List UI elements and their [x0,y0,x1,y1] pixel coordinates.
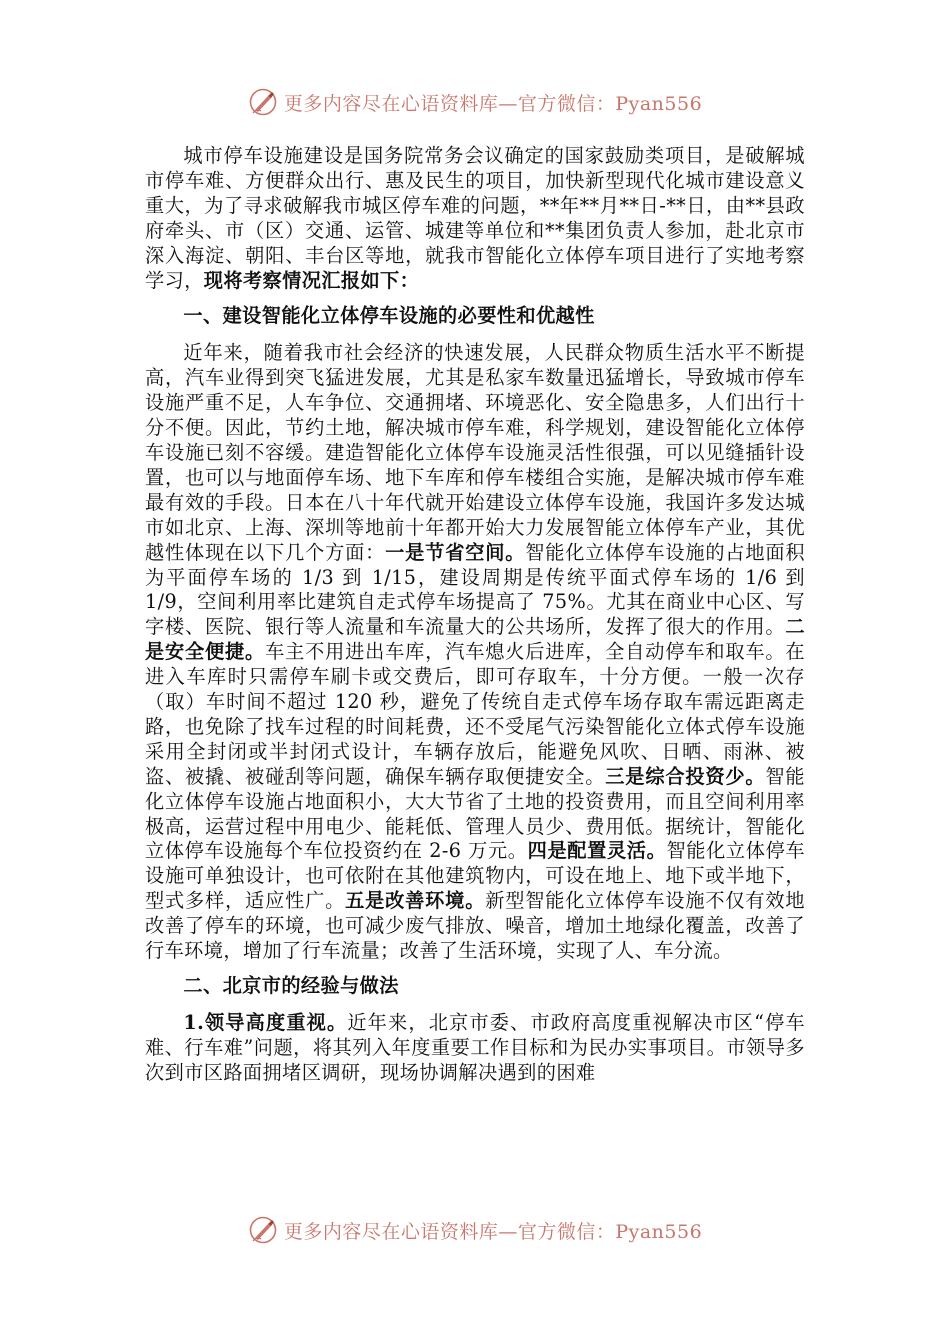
document-body [145,144,805,1086]
point-2-label: 二是安全便捷。 [145,615,805,664]
section1-paragraph: 近年来，随着我市社会经济的快速发展，人民群众物质生活水平不断提高，汽车业得到突飞猛进发展，尤其是私家车数量迅猛增长，导致城市停车设施严重不足，人车争位、交通拥堵、环境恶化、安全隐患多，人们出行十分不便。因此，节约土地，解决城市停车难，科学规划，建设智能化立体停车设施已刻不容缓。建造智能化立体停车设施灵活性很强，可以见缝插针设置，也可以与地面停车场、地下车库和停车楼组合实施，是解决城市停车难最有效的手段。日本在八十年代就开始建设立体停车设施，我国许多发达城市如北京、上海、深圳等地前十年都开始大力发展智能立体停车产业，其优越性体现在以下几个方面：一是节省空间。智能化立体停车设施的占地面积为平面停车场的 1/3 到 1/15，建设周期是传统平面式停车场的 1/6 到 1/9，空间利用率比建筑自走式停车场提高了 75%。尤其在商业中心区、写字楼、医院、银行等人流量和车流量大的公共场所，发挥了很大的作用。二是安全便捷。车主不用进出车库，汽车熄火后进库，全自动停车和取车。在进入车库时只需停车刷卡或交费后，即可存取车，十分方便。一般一次存（取）车时间不超过 120 秒，避免了传统自走式停车场存取车需远距离走路，也免除了找车过程的时间耗费，还不受尾气污染智能化立体式停车设施采用全封闭或半封闭式设计，车辆存放后，能避免风吹、日晒、雨淋、被盗、被撬、被碰刮等问题，确保车辆存取便捷安全。三是综合投资少。智能化立体停车设施占地面积小，大大节省了土地的投资费用，而且空间利用率极高，运营过程中用电少、能耗低、管理人员少、费用低。据统计，智能化立体停车设施每个车位投资约在 2-6 万元。四是配置灵活。智能化立体停车设施可单独设计，也可依附在其他建筑物内，可设在地上、地下或半地下，型式多样，适应性广。五是改善环境。新型智能化立体停车设施不仅有效地改善了停车的环境，也可减少废气排放、噪音，增加土地绿化覆盖，改善了行车环境，增加了行车流量；改善了生活环境，实现了人、车分流。 [145,341,806,963]
footer-watermark [0,1212,950,1248]
item-1-label: 1.领导高度重视。 [183,1010,348,1034]
section2-paragraph: 1.领导高度重视。近年来，北京市委、市政府高度重视解决市区“停车难、行车难”问题，将其列入年度重要工作目标和为民办实事项目。市领导多次到市区路面拥堵区调研，现场协调解决遇到的困难 [145,1010,805,1084]
point-3-label: 三是综合投资少。 [605,764,766,788]
watermark-text: 更多内容尽在心语资料库—官方微信：Pyan556 [283,92,703,115]
point-1-label: 一是节省空间。 [385,540,526,564]
intro-paragraph: 城市停车设施建设是国务院常务会议确定的国家鼓励类项目，是破解城市停车难、方便群众出行、惠及民生的项目，加快新型现代化城市建设意义重大，为了寻求破解我市城区停车难的问题，**年**月**日-**日，由**县政府牵头、市（区）交通、运管、城建等单位和**集团负责人参加，赴北京市深入海淀、朝阳、丰台区等地，就我市智能化立体停车项目进行了实地考察学习，现将考察情况汇报如下： [145,144,805,292]
pen-logo-icon [248,87,278,117]
point-5-label: 五是改善环境。 [345,889,486,913]
intro-bold-tail: 现将考察情况汇报如下： [203,268,420,292]
pen-logo-icon [248,1215,278,1245]
section-heading-1: 一、建设智能化立体停车设施的必要性和优越性 [183,304,595,328]
watermark-text: 更多内容尽在心语资料库—官方微信：Pyan556 [283,1220,703,1243]
section-heading-2: 二、北京市的经验与做法 [183,974,399,997]
point-4-label: 四是配置灵活。 [527,839,667,863]
header-watermark [0,84,950,120]
